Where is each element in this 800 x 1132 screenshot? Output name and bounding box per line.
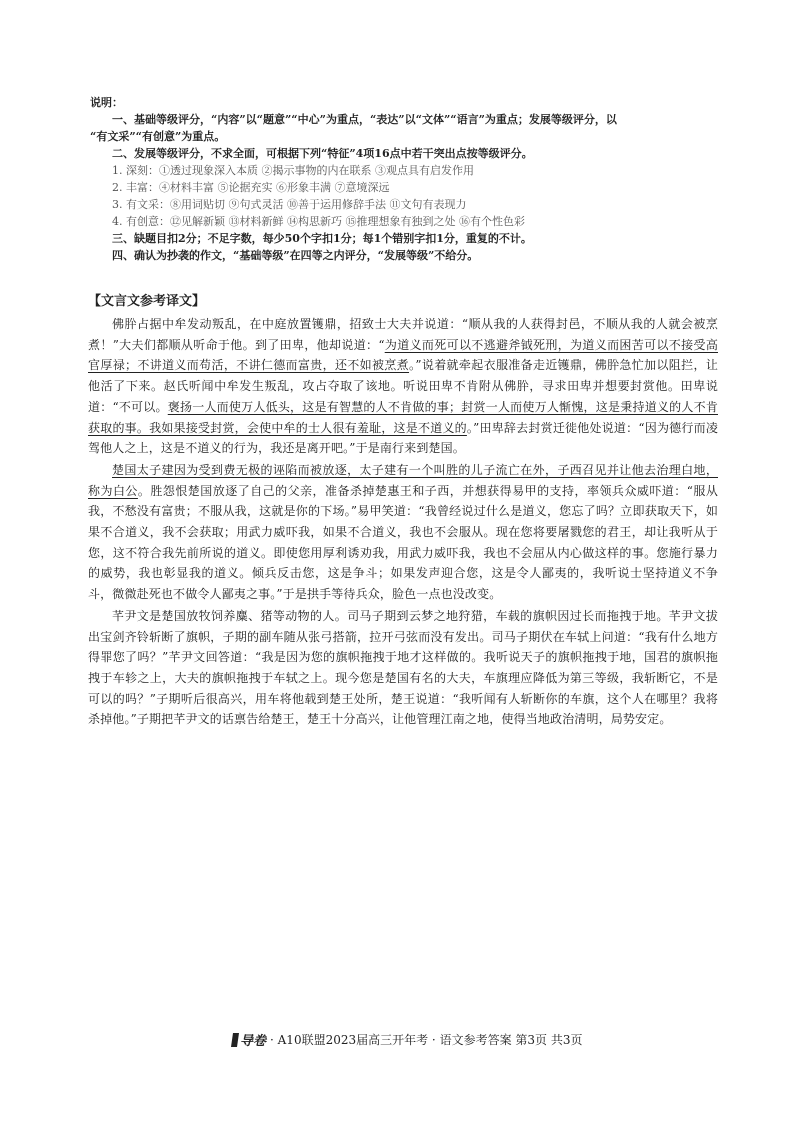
underlined-key-sentence: 楚国太子建因为受到费无极的诬陷而被放逐，太子建有一个叫胜的儿子流亡在外，子西召见并让他去治理白地，称为白公 [88,462,718,498]
rubric-line: 二、发展等级评分，不求全面，可根据下列“特征”4项16点中若干突出点按等级评分。 [112,147,533,160]
logo-text: 导卷 [240,1034,267,1049]
translation-paragraph [88,460,718,605]
translation-text: 芊尹文是楚国放牧饲养麋、猪等动物的人。司马子期到云梦之地狩猎，车载的旗帜因过长而拖拽于地。芊尹文拔出宝剑齐铃斩断了旗帜，子期的副车随从张弓搭箭，拉开弓弦而没有发出。司马子期伏在车轼上问道：“我有什么地方得罪您了吗？”芊尹文回答道：“我是因为您的旗帜拖拽于地才这样做的。我听说天子的旗帜拖拽于地，国君的旗帜拖拽于车轸之上，大夫的旗帜拖拽于车轼之上。现今您是楚国有名的大夫，车旗理应降低为第三等级，我斩断它，不是可以的吗？”子期听后很高兴，用车将他载到楚王处所，楚王说道：“我听闻有人斩断你的车旗，这个人在哪里？我将杀掉他。”子期把芊尹文的话禀告给楚王，楚王十分高兴，让他管理江南之地，使得当地政治清明，局势安定。 [88,608,718,727]
translation-text: 。”说着就牵起衣服准备走近镬鼎，佛肸急忙加以阻拦，让他活了下来。赵氏听闻中牟发生叛乱，攻占夺取了该地。听说田卑不肯附从佛肸，寻求田卑并想要封赏他。田卑说道：“不可以。 [88,358,718,414]
page-footer [230,1030,582,1049]
rubric-line: 3. 有文采：⑧用词贴切 ⑨句式灵活 ⑩善于运用修辞手法 ⑪文句有表现力 [112,198,467,211]
translation-paragraph [88,606,718,730]
translation-text: 。”田卑辞去封赏迁徙他处说道：“因为德行而凌驾他人之上，这是不道义的行为，我还是离开吧。”于是南行来到楚国。 [88,420,718,456]
translation-text: 。胜怨恨楚国放逐了自己的父亲，准备杀掉楚惠王和子西，并想获得易甲的支持，率领兵众威吓道：“服从我，不愁没有富贵；不服从我，这就是你的下场。”易甲笑道：“我曾经说过什么是道义，您忘了吗？立即获取天下，如果不合道义，我不会获取；用武力威吓我，如果不合道义，我也不会服从。现在您将要屠戮您的君王，却让我听从于您，这不符合我先前所说的道义。即使您用厚利诱劝我，用武力威吓我，我也不会屈从内心做这样的事。您施行暴力的威势，我也彰显我的道义。倾兵反击您，这是争斗；如果发声迎合您，这是令人鄙夷的，我听说士坚持道义不争斗，微微赴死也不做令人鄙夷之事。”于是拱手等待兵众，脸色一点也没改变。 [88,483,718,602]
footer-text: · A10联盟2023届高三开年考 · 语文参考答案 第3页 共3页 [270,1033,583,1047]
underlined-key-sentence: 为道义而死可以不逃避斧钺死刑，为道义而困苦可以不接受高官厚禄；不讲道义而苟活，不讲仁德而富贵，还不如被烹煮 [88,337,718,373]
rubric-line: 1. 深刻：①透过现象深入本质 ②揭示事物的内在联系 ③观点具有启发作用 [112,164,474,177]
rubric-line: 四、确认为抄袭的作文，“基础等级”在四等之内评分，“发展等级”不给分。 [112,249,479,262]
underlined-key-sentence: 褒扬一人而使万人低头，这是有智慧的人不肯做的事；封赏一人而使万人惭愧，这是秉持道义的人不肯获取的事。我如果接受封赏，会使中牟的士人很有羞耻，这是不道义的 [88,399,718,435]
translation-section [88,292,718,731]
publisher-logo [230,1030,268,1049]
logo-mark-icon [230,1032,240,1048]
rubric-line: 三、缺题目扣2分；不足字数，每少50个字扣1分；每1个错别字扣1分，重复的不计。 [112,232,532,245]
translation-title: 【文言文参考译文】 [88,294,206,309]
translation-paragraph [88,314,718,459]
rubric-line: 说明： [90,96,123,109]
rubric-line: “有文采”“有创意”为重点。 [90,130,226,143]
rubric-line: 4. 有创意：⑫见解新颖 ⑬材料新鲜 ⑭构思新巧 ⑮推理想象有独到之处 ⑯有个性色彩 [112,215,525,228]
scoring-rubric [90,94,730,264]
translation-body [88,314,718,730]
rubric-line: 2. 丰富：④材料丰富 ⑤论据充实 ⑥形象丰满 ⑦意境深远 [112,181,390,194]
rubric-line: 一、基础等级评分，“内容”以“题意”“中心”为重点，“表达”以“文体”“语言”为重点；发展等级评分，以 [112,113,617,126]
translation-text: 佛肸占据中牟发动叛乱，在中庭放置镬鼎，招致士大夫并说道：“顺从我的人获得封邑，不顺从我的人就会被烹煮！”大夫们都顺从听命于他。到了田卑，他却说道：“ [88,317,718,352]
